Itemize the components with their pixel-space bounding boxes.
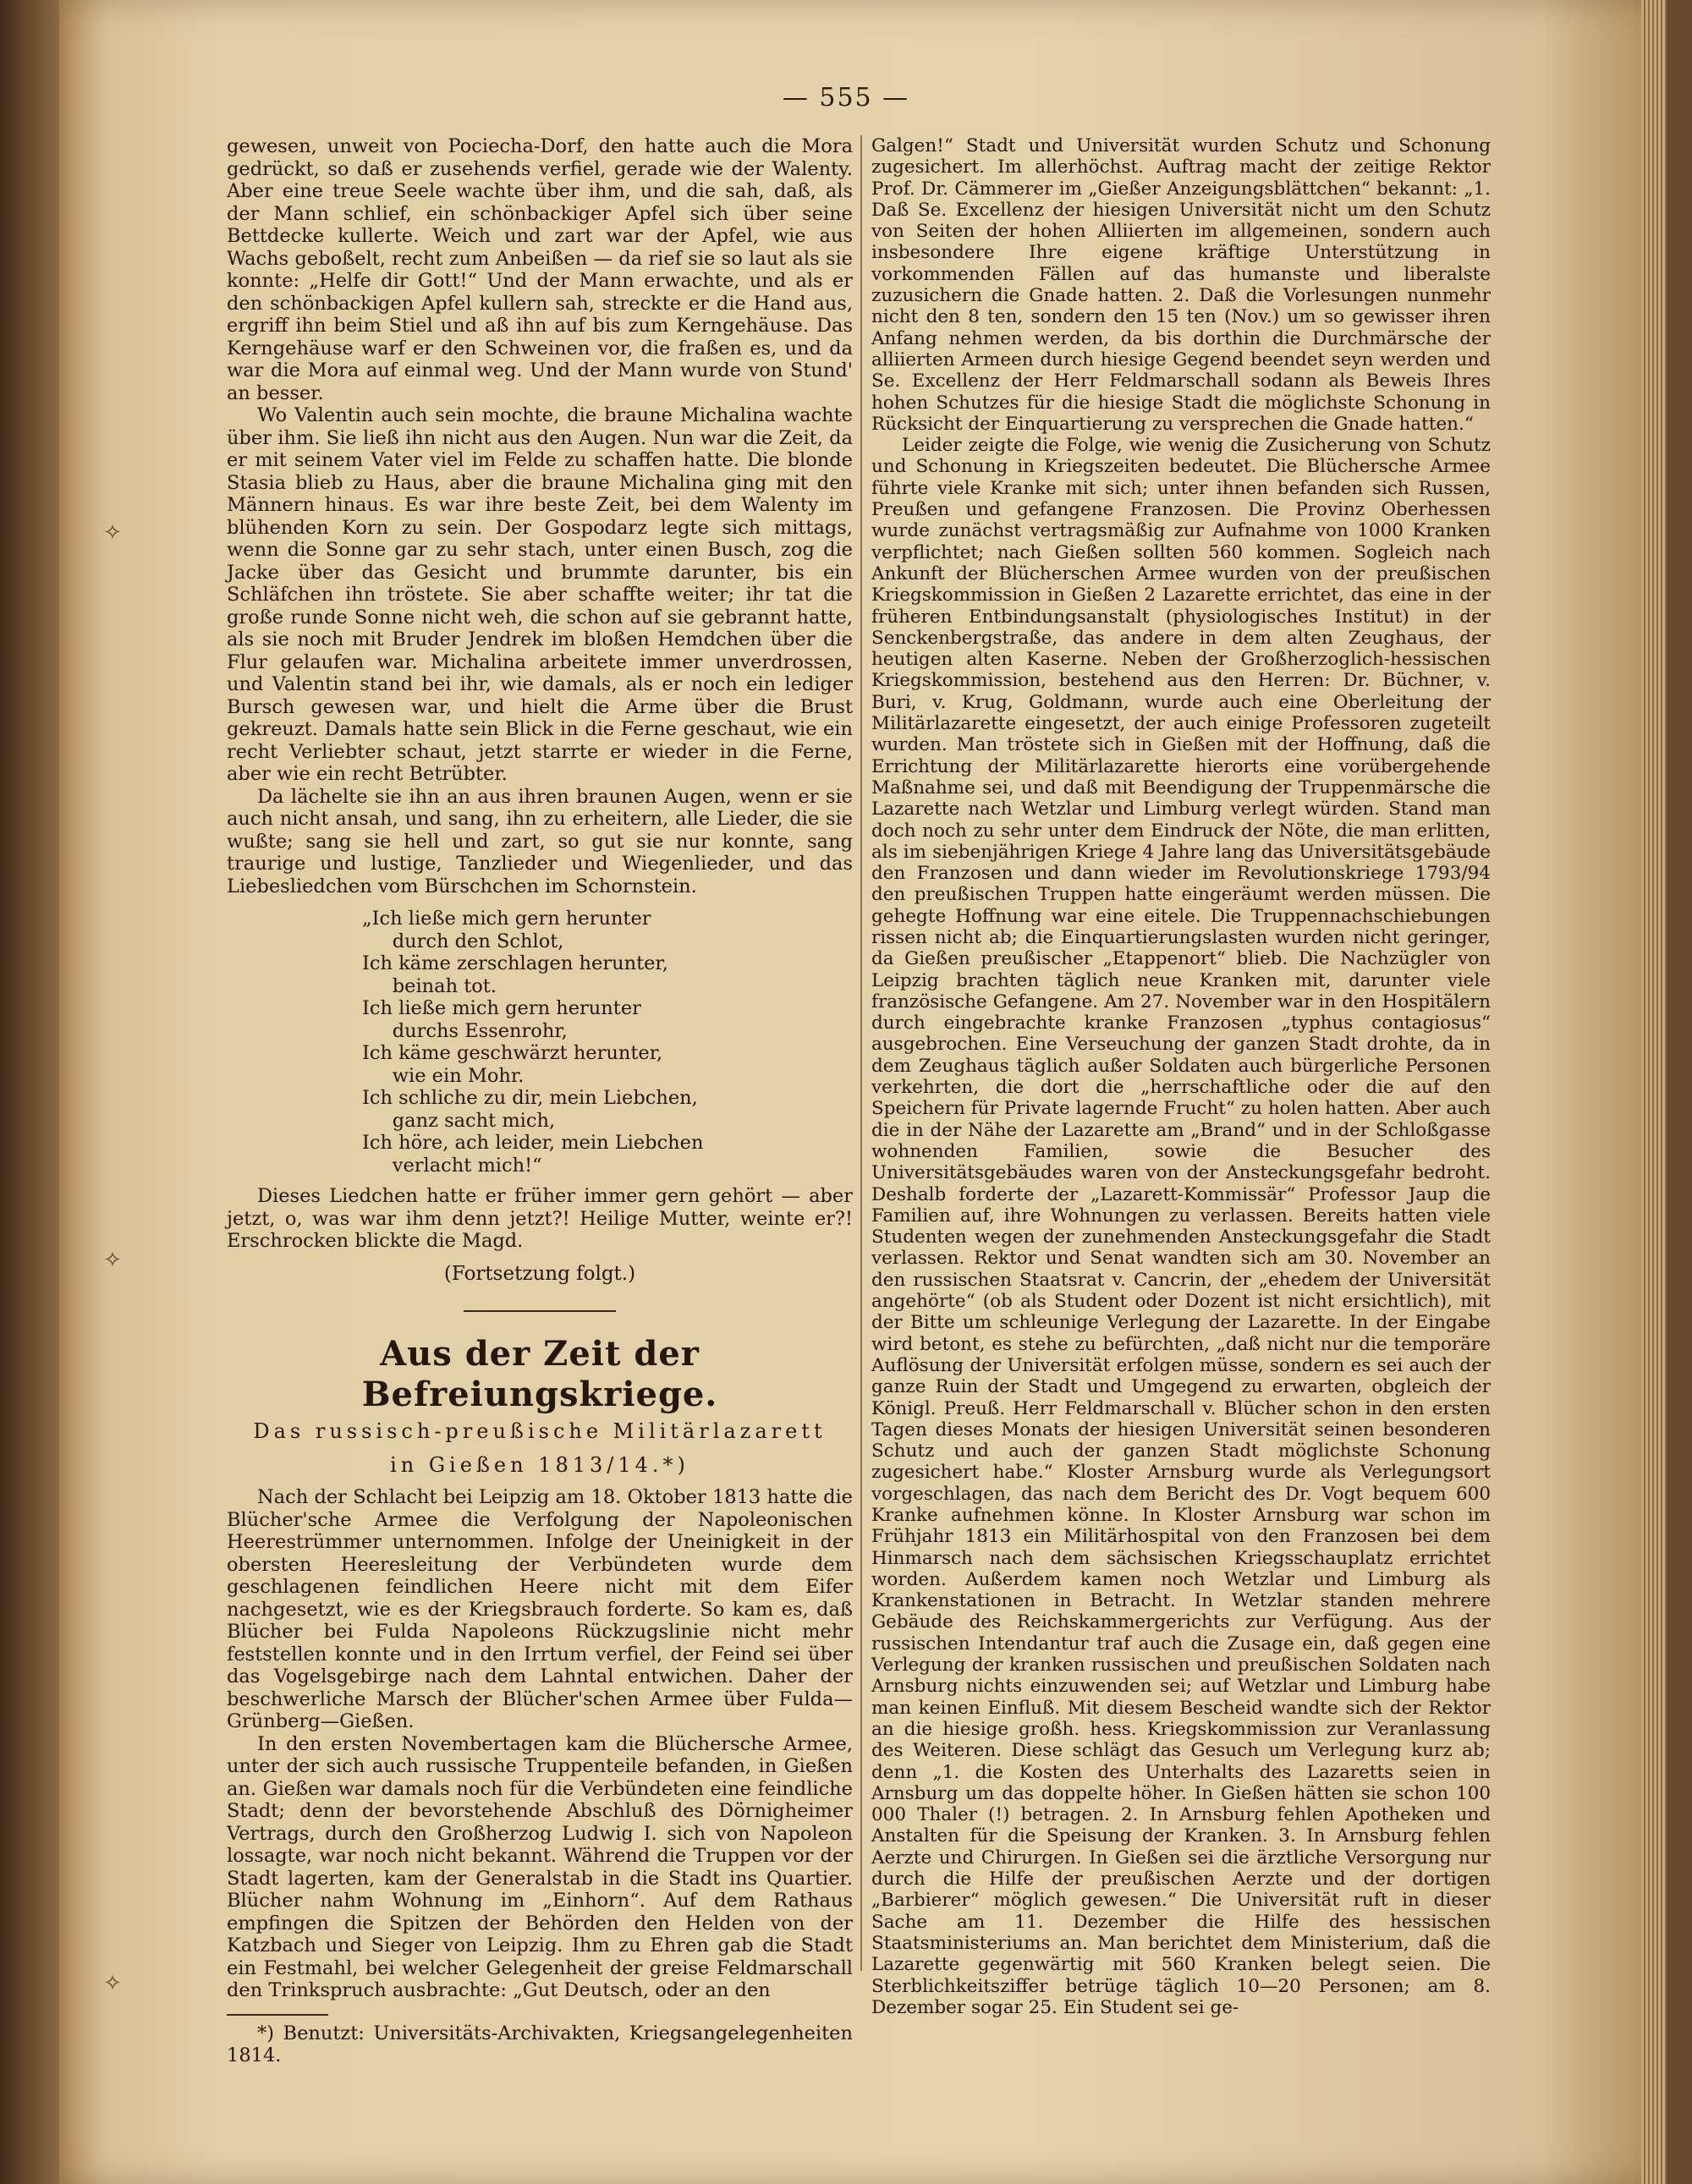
page-number: — 555 — <box>782 83 910 112</box>
paragraph: gewesen, unweit von Pociecha-Dorf, den hatte auch die Mora gedrückt, so daß er zusehends verfiel, gerade wie der Walenty. Aber eine treue Seele wachte über ihm, und die sah, daß, als der Mann schlief, ein schönbackiger Apfel sich über seine Bettdecke kullerte. Weich und zart war der Apfel, wie aus Wachs geboßelt, recht zum Anbeißen — da rief sie so laut als sie konnte: „Helfe dir Gott!“ Und der Mann erwachte, und als er den schönbackigen Apfel kullern sah, streckte er die Hand aus, ergriff ihn beim Stiel und aß ihn auf bis zum Kerngehäuse. Das Kerngehäuse warf er den Schweinen vor, die fraßen es, und da war die Mora auf einmal weg. Und der Mann wurde von Stund' an besser. <box>227 135 853 404</box>
margin-ornament-icon: ✧ <box>103 1248 122 1273</box>
paragraph: Leider zeigte die Folge, wie wenig die Zusicherung von Schutz und Schonung in Kriegszeiten bedeutet. Die Blüchersche Armee führte viele Kranke mit sich; unter ihnen befanden sich Russen, Preußen und gefangene Franzosen. Die Provinz Oberhessen wurde zunächst vertragsmäßig zur Aufnahme von 1000 Kranken verpflichtet; nach Gießen sollten 560 kommen. Sogleich nach Ankunft der Blücherschen Armee wurden von der preußischen Kriegskommission in Gießen 2 Lazarette errichtet, das eine in der früheren Entbindungsanstalt (physiologisches Institut) in der Senckenbergstraße, das andere in dem alten Zeughaus, der heutigen alten Kaserne. Neben der Großherzoglich-hessischen Kriegskommission, bestehend aus den Herren: Dr. Büchner, v. Buri, v. Krug, Goldmann, wurde auch eine Oberleitung der Militärlazarette eingesetzt, der auch einige Professoren zugeteilt wurden. Man tröstete sich in Gießen mit der Hoffnung, daß die Errichtung der Militärlazarette hierorts eine vorübergehende Maßnahme sei, und daß mit Beendigung der Truppenmärsche die Lazarette nach Wetzlar und Limburg verlegt würden. Stand man doch noch zu sehr unter dem Eindruck der Nöte, die man erlitten, als im siebenjährigen Kriege 4 Jahre lang das Universitätsgebäude den Franzosen und dann wieder im Revolutionskriege 1793/94 den preußischen Truppen hatte eingeräumt werden müssen. Die gehegte Hoffnung war eine eitele. Die Truppennachschiebungen rissen nicht ab; die Einquartierungslasten wurden nicht geringer, da Gießen preußischer „Etappenort“ blieb. Die Nachzügler von Leipzig brachten täglich neue Kranken mit, darunter viele französische Gefangene. Am 27. November war in den Hospitälern durch eingebrachte kranke Franzosen „typhus contagiosus“ ausgebrochen. Eine Verseuchung der ganzen Stadt drohte, da in dem Zeughaus täglich außer Soldaten auch bürgerliche Personen verkehrten, die dort die „herrschaftliche oder die auf den Speichern für Private lagernde Frucht“ zu holen hatten. Aber auch die in der Nähe der Lazarette am „Brand“ und in der Schloßgasse wohnenden Familien, sowie die Besucher des Universitätsgebäudes waren von der Ansteckungsgefahr bedroht. Deshalb forderte der „Lazarett-Kommissär“ Professor Jaup die Familien auf, ihre Wohnungen zu verlassen. Bereits hatten viele Studenten wegen der zunehmenden Ansteckungsgefahr die Stadt verlassen. Rektor und Senat wandten sich am 30. November an den russischen Staatsrat v. Cancrin, der „ehedem der Universität angehörte“ (ob als Student oder Dozent ist nicht ersichtlich), mit der Bitte um schleunige Verlegung der Lazarette. In der Eingabe wird betont, es stehe zu befürchten, „daß nicht nur die temporäre Auflösung der Universität erfolgen müsse, sondern es sei auch der ganze Ruin der Stadt und Umgegend zu erwarten, obgleich der Königl. Preuß. Herr Feldmarschall v. Blücher schon in den ersten Tagen dieses Monats der hiesigen Universität seinen besonderen Schutz und auch der ganzen Stadt möglichste Schonung zugesichert habe.“ Kloster Arnsburg wurde als Verlegungsort vorgeschlagen, das nach dem Bericht des Dr. Vogt bequem 600 Kranke aufnehmen könne. In Kloster Arnsburg war schon im Frühjahr 1813 ein Militärhospital von den Franzosen bei dem Hinmarsch nach dem sächsischen Kriegsschauplatz errichtet worden. Außerdem kamen noch Wetzlar und Limburg als Krankenstationen in Betracht. In Wetzlar standen mehrere Gebäude des Reichskammergerichts zur Verfügung. Aus der russischen Intendantur traf auch die Zusage ein, daß gegen eine Verlegung der kranken russischen und preußischen Soldaten nach Arnsburg nichts einzuwenden sei; auf Wetzlar und Limburg habe man keinen Einfluß. Mit diesem Bescheid wandte sich der Rektor an die hiesige großh. hess. Kriegskommission zur Veranlassung des Weiteren. Diese schlägt das Gesuch um Verlegung kurz ab; denn „1. die Kosten des Unterhalts des Lazaretts seien in Arnsburg um das doppelte höher. In Gießen hätten sie schon 100 000 Thaler (!) betragen. 2. In Arnsburg fehlen Apotheken und Anstalten für die Speisung der Kranken. 3. In Arnsburg fehlen Aerzte und Chirurgen. In Gießen sei die ärztliche Versorgung nur durch die Hilfe der preußischen Aerzte und der dortigen „Barbierer“ möglich gewesen.“ Die Universität ruft in dieser Sache am 11. Dezember die Hilfe des hessischen Staatsministeriums an. Man berichtet dem Ministerium, daß die Lazarette gegenwärtig mit 560 Kranken belegt seien. Die Sterblichkeitsziffer betrüge täglich 10—20 Personen; am 8. Dezember sogar 25. Ein Student sei ge- <box>871 435 1491 2018</box>
paragraph: Wo Valentin auch sein mochte, die braune Michalina wachte über ihm. Sie ließ ihn nicht aus den Augen. Nun war die Zeit, da er mit seinem Vater viel im Felde zu schaffen hatte. Die blonde Stasia blieb zu Haus, aber die braune Michalina ging mit den Männern hinaus. Es war ihre beste Zeit, bei dem Walenty im blühenden Korn zu sein. Der Gospodarz legte sich mittags, wenn die Sonne gar zu sehr stach, unter einen Busch, zog die Jacke über das Gesicht und brummte darunter, bis ein Schläfchen ihn tröstete. Sie aber schaffte weiter; ihr tat die große runde Sonne nicht weh, die schon auf sie gebrannt hatte, als sie noch mit Bruder Jendrek im bloßen Hemdchen über die Flur gelaufen war. Michalina arbeitete immer unverdrossen, und Valentin stand bei ihr, wie damals, als er noch ein lediger Bursch gewesen war, und hielt die Arme über die Brust gekreuzt. Damals hatte sein Blick in die Ferne geschaut, wie ein recht Verliebter schaut, jetzt starrte er wieder in die Ferne, aber wie ein recht Betrübter. <box>227 404 853 785</box>
footnote: *) Benutzt: Universitäts-Archivakten, Kriegsangelegenheiten 1814. <box>227 2022 853 2066</box>
article-title: Aus der Zeit der Befreiungskriege. <box>361 1334 718 1414</box>
paragraph: Dieses Liedchen hatte er früher immer gern gehört — aber jetzt, o, was war ihm denn jetzt?! Heilige Mutter, weinte er?! Erschrocken blickte die Magd. <box>227 1185 853 1252</box>
margin-ornament-icon: ✧ <box>103 520 122 546</box>
poem <box>362 908 853 1177</box>
paragraph: Galgen!“ Stadt und Universität wurden Schutz und Schonung zugesichert. Im allerhöchst. Auftrag macht der zeitige Rektor Prof. Dr. Cämmerer im „Gießer Anzeigungsblättchen“ bekannt: „1. Daß Se. Excellenz der hiesigen Universität nicht um den Schutz von Seiten der hohen Alliierten im allgemeinen, sondern auch insbesondere Ihre eigene kräftige Unterstützung in vorkommenden Fällen auf das humanste und liberalste zuzusichern die Gnade hatten. 2. Daß die Vorlesungen nunmehr nicht den 8 ten, sondern den 15 ten (Nov.) um so gewisser ihren Anfang nehmen werden, da bis dorthin die Durchmärsche der alliierten Armeen durch hiesige Gegend beendet seyn werden und Se. Excellenz der Herr Feldmarschall sodann als Beweis Ihres hohen Schutzes für die hiesige Stadt die möglichste Schonung in Rücksicht der Einquartierung zu versprechen die Gnade hatten.“ <box>871 135 1491 435</box>
to-be-continued: (Fortsetzung folgt.) <box>443 1262 636 1285</box>
section-rule <box>464 1310 616 1312</box>
column-divider <box>860 135 862 1971</box>
poem-line: durchs Essenrohr, <box>362 1019 568 1042</box>
poem-line: Ich ließe mich gern herunter <box>362 997 641 1019</box>
book-binding <box>0 0 59 2184</box>
paragraph: Nach der Schlacht bei Leipzig am 18. Oktober 1813 hatte die Blücher'sche Armee die Verfolgung der Napoleonischen Heerestrümmer unternommen. Infolge der Uneinigkeit in der obersten Heeresleitung der Verbündeten wurde dem geschlagenen feindlichen Heere nicht mit dem Eifer nachgesetzt, wie es der Kriegsbrauch forderte. So kam es, daß Blücher bei Fulda Napoleons Rückzugslinie nicht mehr feststellen konnte und in den Irrtum verfiel, der Feind sei über das Vogelsgebirge nach dem Lahntal entwichen. Daher der beschwerliche Marsch der Blücher'schen Armee über Fulda—Grünberg—Gießen. <box>227 1486 853 1732</box>
poem-line: „Ich ließe mich gern herunter <box>362 908 651 930</box>
poem-line: wie ein Mohr. <box>362 1064 525 1087</box>
left-column <box>227 135 853 2067</box>
poem-line: Ich käme geschwärzt herunter, <box>362 1042 663 1064</box>
footnote-rule <box>227 2014 328 2016</box>
right-column <box>871 135 1491 2018</box>
paragraph: In den ersten Novembertagen kam die Blüchersche Armee, unter der sich auch russische Truppenteile befanden, in Gießen an. Gießen war damals noch für die Verbündeten eine feindliche Stadt; denn der bevorstehende Abschluß des Dörnigheimer Vertrags, durch den Großherzog Ludwig I. sich von Napoleon lossagte, war noch nicht bekannt. Während die Truppen vor der Stadt lagerten, kam der Generalstab in die Stadt ins Quartier. Blücher nahm Wohnung im „Einhorn“. Auf dem Rathaus empfingen die Spitzen der Behörden den Helden von der Katzbach und Sieger von Leipzig. Ihm zu Ehren gab die Stadt ein Festmahl, bei welcher Gelegenheit der greise Feldmarschall den Trinkspruch ausbrachte: „Gut Deutsch, oder an den <box>227 1732 853 2001</box>
page-edge <box>1641 0 1667 2184</box>
article-subtitle-2: in Gießen 1813/14.*) <box>390 1453 689 1477</box>
poem-line: verlacht mich!“ <box>362 1154 542 1177</box>
article-subtitle: Das russisch-preußische Militärlazarett <box>253 1419 827 1443</box>
poem-line: Ich käme zerschlagen herunter, <box>362 952 668 974</box>
poem-line: durch den Schlot, <box>362 930 564 952</box>
poem-line: Ich schliche zu dir, mein Liebchen, <box>362 1087 698 1109</box>
poem-line: ganz sacht mich, <box>362 1109 556 1132</box>
paragraph: Da lächelte sie ihn an aus ihren braunen Augen, wenn er sie auch nicht ansah, und sang, ihn zu erheitern, alle Lieder, die sie wußte; sang sie hell und zart, so gut sie nur konnte, sang traurige und lustige, Tanzlieder und Wiegenlieder, und das Liebesliedchen vom Bürschchen im Schornstein. <box>227 785 853 897</box>
poem-line: Ich höre, ach leider, mein Liebchen <box>362 1132 704 1154</box>
margin-ornament-icon: ✧ <box>103 1971 122 1996</box>
poem-line: beinah tot. <box>362 974 497 997</box>
